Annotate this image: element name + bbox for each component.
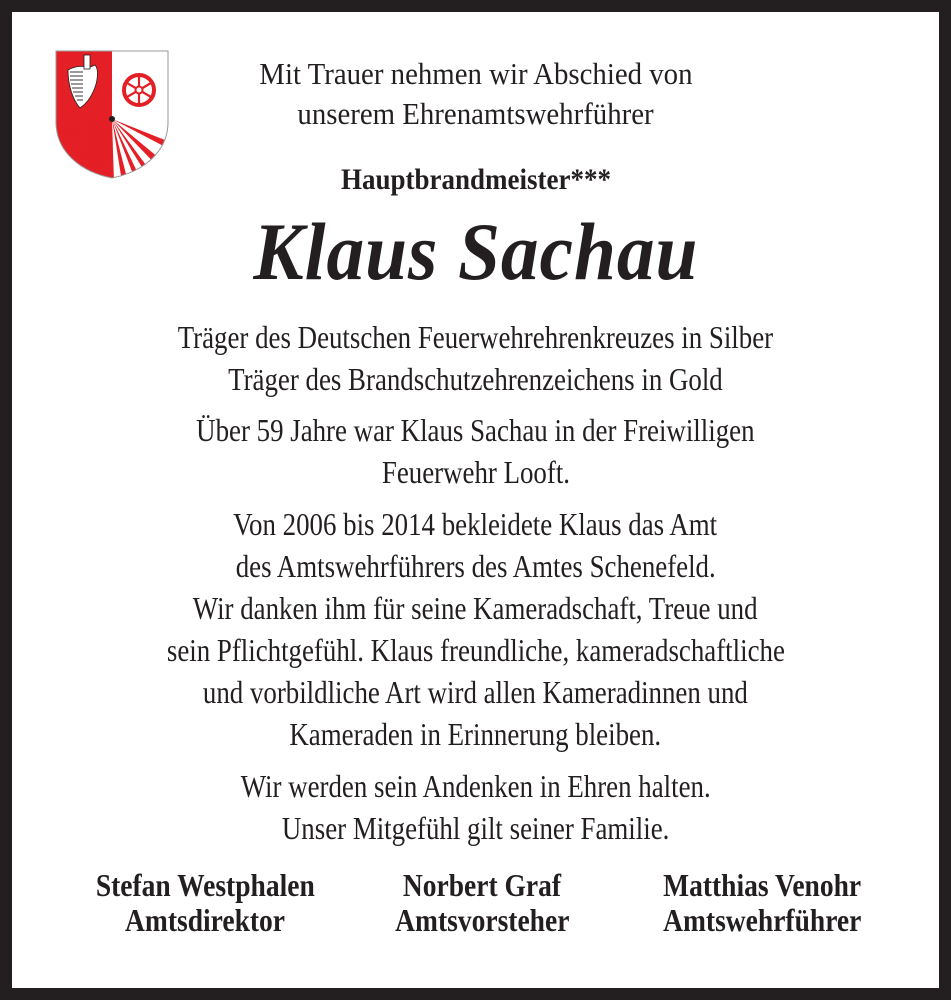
intro-line-1: Mit Trauer nehmen wir Abschied von xyxy=(258,56,693,91)
obituary-notice xyxy=(12,12,939,988)
signatory-2 xyxy=(362,867,602,939)
service-line-2: Feuerwehr Looft. xyxy=(381,454,570,490)
tenure-line-6: Kameraden in Erinnerung bleiben. xyxy=(289,716,662,752)
signatory-3 xyxy=(617,867,907,939)
signatory-title: Amtsvorsteher xyxy=(394,902,570,938)
signatory-title: Amtswehrführer xyxy=(662,902,862,938)
tenure-line-5: und vorbildliche Art wird allen Kameradinnen und xyxy=(203,674,748,710)
tenure-line-4: sein Pflichtgefühl. Klaus freundliche, kameradschaftliche xyxy=(166,632,785,668)
intro-line-2: unserem Ehrenamtswehrführer xyxy=(297,96,654,131)
closing-line-2: Unser Mitgefühl gilt seiner Familie. xyxy=(281,810,670,846)
service-line-1: Über 59 Jahre war Klaus Sachau in der Freiwilligen xyxy=(196,412,755,448)
signatory-name: Stefan Westphalen xyxy=(95,867,315,903)
closing-line-1: Wir werden sein Andenken in Ehren halten. xyxy=(240,768,711,804)
signatory-title: Amtsdirektor xyxy=(124,902,285,938)
signatory-1 xyxy=(50,867,360,939)
honor-line-1: Träger des Deutschen Feuerwehrehrenkreuzes in Silber xyxy=(177,319,774,355)
tenure-line-3: Wir danken ihm für seine Kameradschaft, Treue und xyxy=(193,590,758,626)
signatory-name: Norbert Graf xyxy=(402,867,562,903)
deceased-name: Klaus Sachau xyxy=(252,206,698,297)
rank-title: Hauptbrandmeister*** xyxy=(340,163,611,196)
signatory-name: Matthias Venohr xyxy=(662,867,862,903)
tenure-line-1: Von 2006 bis 2014 bekleidete Klaus das Amt xyxy=(233,506,718,542)
honor-line-2: Träger des Brandschutzehrenzeichens in Gold xyxy=(228,361,723,397)
tenure-line-2: des Amtswehrführers des Amtes Schenefeld. xyxy=(235,548,716,584)
